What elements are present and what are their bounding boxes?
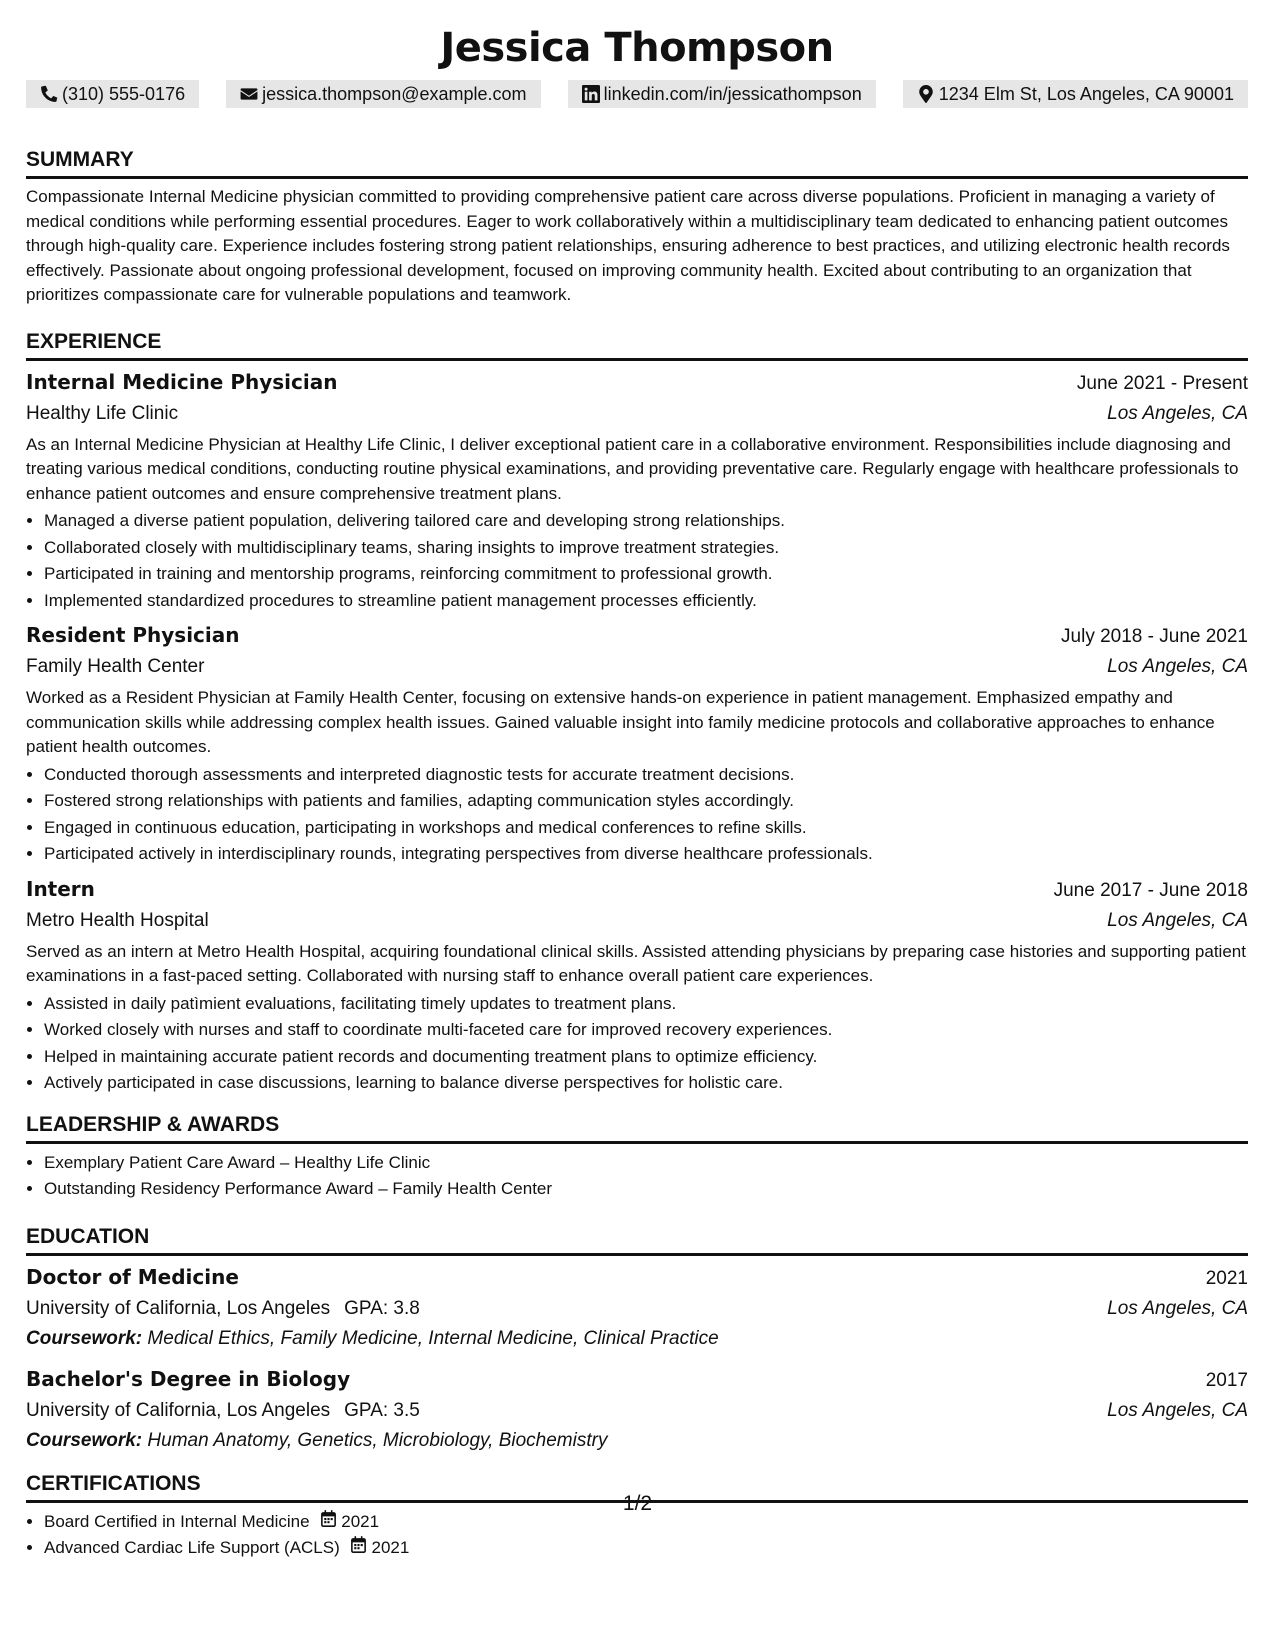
envelope-icon [240,85,258,103]
coursework-line [26,1324,1248,1354]
coursework-list: Medical Ethics, Family Medicine, Internal Medicine, Clinical Practice [147,1327,719,1349]
job-entry [26,620,1248,868]
phone-icon [40,85,58,103]
certification-name: Advanced Cardiac Life Support (ACLS) [44,1538,340,1557]
experience-heading: EXPERIENCE [26,324,1248,361]
job-location: Los Angeles, CA [1107,656,1248,677]
certification-name: Board Certified in Internal Medicine [44,1511,310,1531]
job-location: Los Angeles, CA [1107,402,1248,424]
page-number: 1/2 [622,1492,653,1515]
job-title: Internal Medicine Physician [26,369,338,394]
list-item: • Participated in training and mentorship programs, reinforcing commitment to professional growth. [44,561,1248,588]
list-item: • Collaborated closely with multidisciplinary teams, sharing insights to improve treatment strategies. [44,535,1248,562]
list-item: • Actively participated in case discussions, learning to balance diverse perspectives for holistic care. [44,1070,1248,1097]
list-item: • Engaged in continuous education, participating in workshops and medical conferences to refine skills. [44,815,1248,842]
list-item: • Fostered strong relationships with patients and families, adapting communication styles accordingly. [44,788,1248,815]
certification-year: 2021 [341,1511,380,1531]
certifications-list [26,1509,1248,1562]
job-description: Served as an intern at Metro Health Hospital, acquiring foundational clinical skills. Assisted attending physicians by preparing case histories and supporting patient examinations in a fast-paced setting. Collaborated with nursing staff to enhance overall patient care experiences. [26,941,1246,985]
leadership-section [26,1107,1248,1203]
phone-text: (310) 555-0176 [62,83,186,104]
job-organization: Metro Health Hospital [26,909,209,931]
coursework-label: Coursework: [26,1429,143,1451]
contact-linkedin[interactable] [568,80,876,108]
list-item: • Assisted in daily patìmient evaluations, facilitating timely updates to treatment plans. [44,991,1248,1018]
list-item: • Managed a diverse patient population, delivering tailored care and developing strong relationships. [44,508,1248,535]
graduation-year: 2021 [1205,1267,1248,1289]
job-bullets [26,508,1248,614]
education-section [26,1219,1248,1456]
job-entry [26,367,1248,615]
calendar-icon [350,1536,367,1553]
job-date: June 2017 - June 2018 [1053,879,1248,901]
coursework-line [26,1426,1248,1456]
summary-text: Compassionate Internal Medicine physician committed to providing comprehensive patient care across diverse populations. Proficient in managing a variety of medical conditions while performing essential procedures. Eager to work collaboratively within a multidisciplinary team dedicated to enhancing patient outcomes through high-quality care. Experience includes fostering strong patient relationships, ensuring adherence to best practices, and utilizing electronic health records effectively. Passionate about ongoing professional development, focused on improving community health. Excited about contributing to an organization that prioritizes compassionate care for vulnerable populations and teamwork. [26,187,1230,304]
graduation-year: 2017 [1205,1369,1248,1391]
job-title: Intern [26,876,95,901]
list-item: • Implemented standardized procedures to streamline patient management processes efficiently. [44,588,1248,615]
list-item: • Exemplary Patient Care Award – Healthy Life Clinic [44,1150,1248,1177]
job-organization: Healthy Life Clinic [26,402,179,424]
education-heading: EDUCATION [26,1219,1248,1256]
school-name: University of California, Los Angeles [26,1399,331,1421]
summary-heading: SUMMARY [26,142,1248,179]
certifications-heading: CERTIFICATIONS [26,1466,1248,1503]
coursework-label: Coursework: [26,1327,143,1349]
job-title: Resident Physician [26,623,240,647]
gpa: GPA: 3.5 [344,1399,420,1421]
contact-email[interactable] [226,80,540,108]
job-bullets [26,762,1248,868]
job-entry [26,874,1248,1097]
job-location: Los Angeles, CA [1107,909,1248,931]
summary-section [26,142,1248,308]
list-item: • Worked closely with nurses and staff to coordinate multi-faceted care for improved recovery experiences. [44,1017,1248,1044]
contact-phone [26,80,199,108]
linkedin-text[interactable]: linkedin.com/in/jessicathompson [603,83,862,104]
list-item: • Conducted thorough assessments and interpreted diagnostic tests for accurate treatment decisions. [44,762,1248,789]
degree-title: Bachelor's Degree in Biology [26,1366,351,1391]
contact-bar [26,80,1248,108]
experience-section [26,324,1248,1097]
list-item: • Outstanding Residency Performance Award – Family Health Center [44,1176,1248,1203]
degree-title: Doctor of Medicine [26,1264,239,1289]
school-name: University of California, Los Angeles [26,1297,331,1319]
email-text[interactable]: jessica.thompson@example.com [262,83,527,104]
list-item: • Participated actively in interdisciplinary rounds, integrating perspectives from diverse healthcare professionals. [44,841,1248,868]
leadership-heading: LEADERSHIP & AWARDS [26,1107,1248,1144]
job-description: Worked as a Resident Physician at Family Health Center, focusing on extensive hands-on experience in patient management. Emphasized empathy and communication skills while addressing complex health issues. Gained valuable insight into family medicine protocols and collaborative approaches to enhance patient health outcomes. [26,688,1215,756]
gpa: GPA: 3.8 [344,1297,420,1319]
education-entry [26,1364,1248,1456]
job-date: July 2018 - June 2021 [1061,626,1248,647]
address-text: 1234 Elm St, Los Angeles, CA 90001 [938,83,1234,104]
job-organization: Family Health Center [26,656,205,677]
awards-list [26,1150,1248,1203]
list-item: • Helped in maintaining accurate patient records and documenting treatment plans to optimize efficiency. [44,1044,1248,1071]
map-pin-icon [917,85,935,103]
linkedin-icon [582,85,600,103]
list-item [44,1535,1248,1562]
school-location: Los Angeles, CA [1107,1297,1248,1319]
job-bullets [26,991,1248,1097]
certification-year: 2021 [371,1538,410,1557]
candidate-name: Jessica Thompson [440,25,834,71]
job-description: As an Internal Medicine Physician at Healthy Life Clinic, I deliver exceptional patient care in a collaborative environment. Responsibilities include diagnosing and treating various medical conditions, conducting routine physical examinations, and providing preventative care. Regularly engage with healthcare professionals to enhance patient outcomes and ensure comprehensive treatment plans. [26,434,1239,503]
coursework-list: Human Anatomy, Genetics, Microbiology, Biochemistry [147,1429,608,1451]
school-location: Los Angeles, CA [1107,1399,1248,1421]
job-date: June 2021 - Present [1076,372,1248,394]
school-line [26,1294,420,1324]
contact-address [903,80,1248,108]
education-entry [26,1262,1248,1354]
resume-page [26,20,1248,1562]
school-line [26,1396,420,1426]
